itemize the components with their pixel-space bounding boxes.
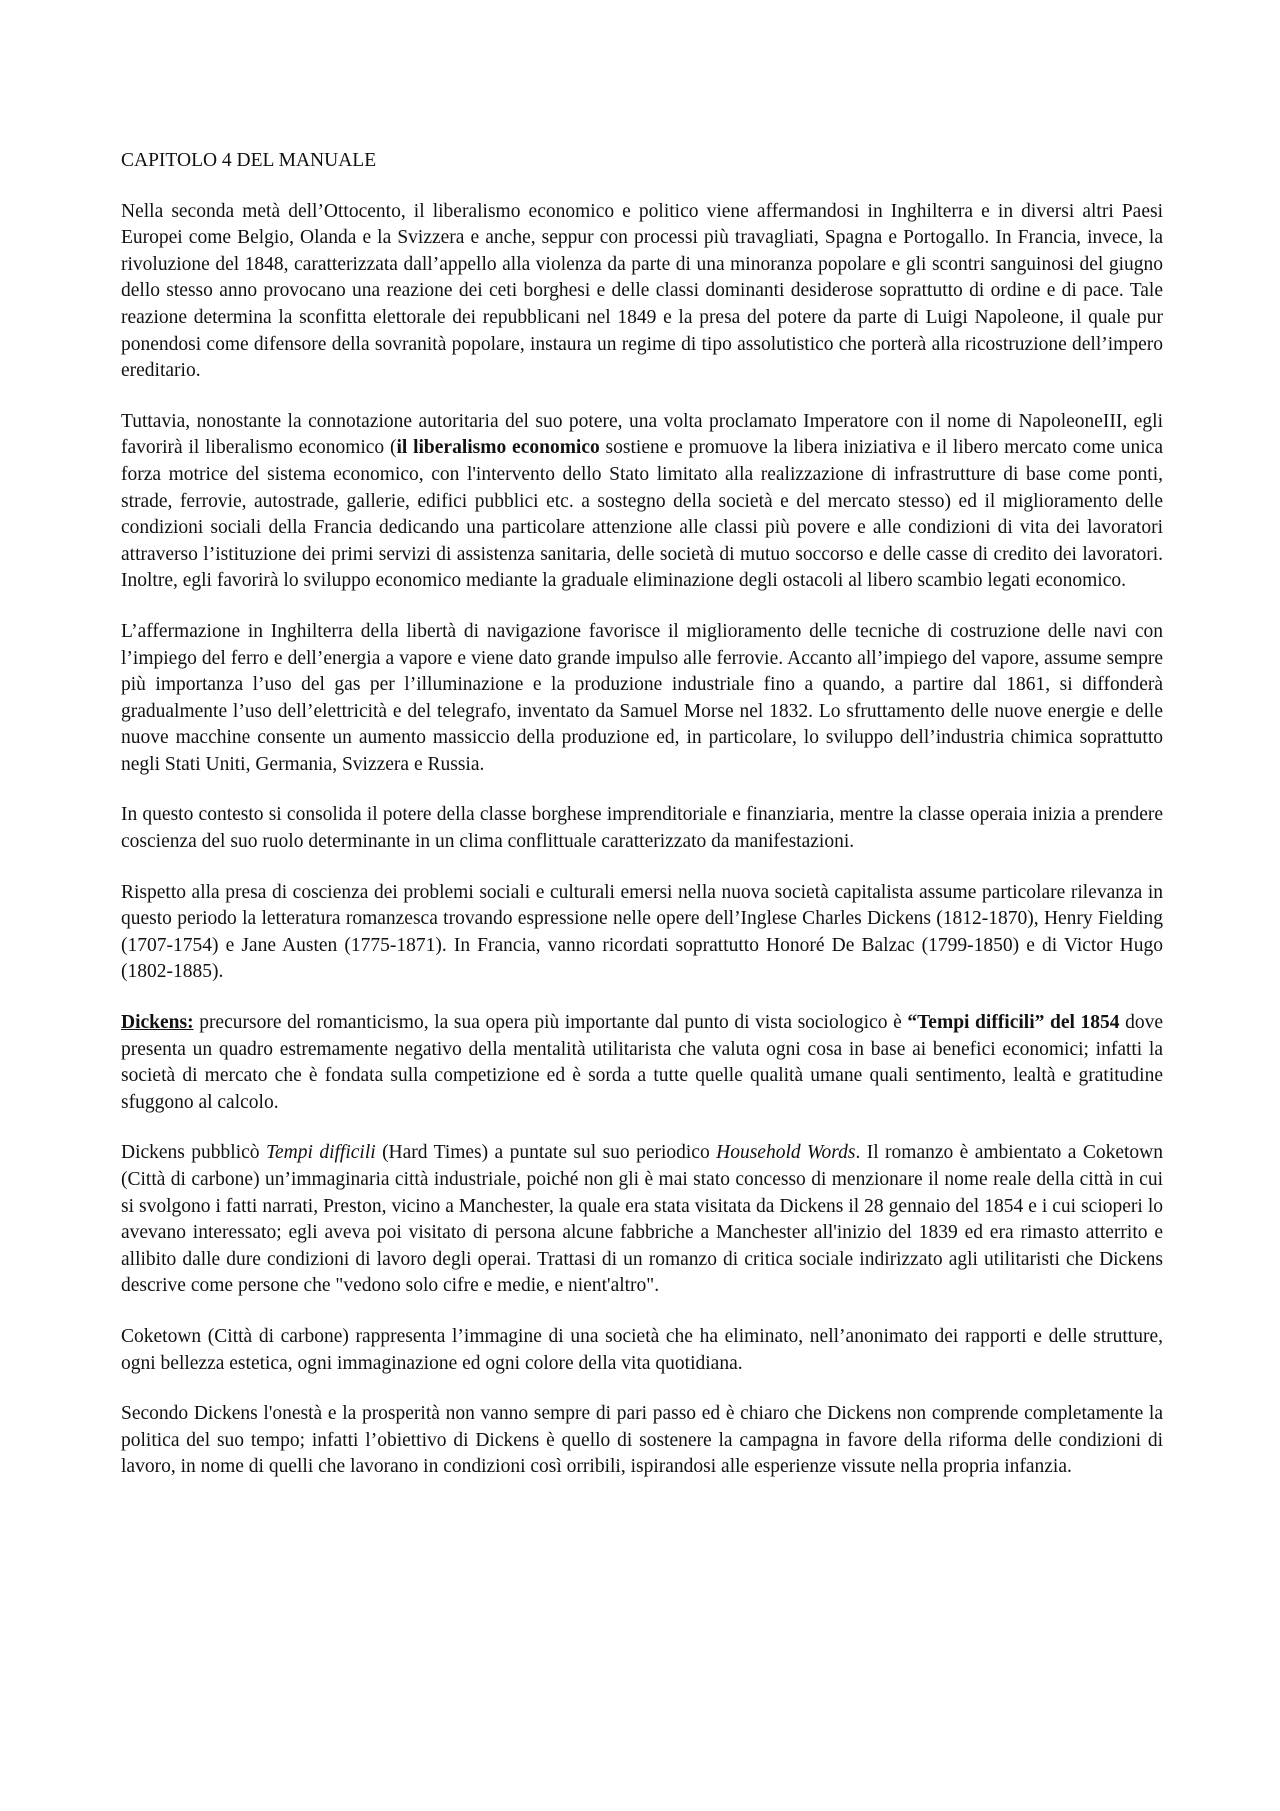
paragraph-2	[121, 409, 1163, 595]
text-run: L’affermazione in Inghilterra della libertà di navigazione favorisce il miglioramento delle tecniche di costruzione delle navi con l’impiego del ferro e dell’energia a vapore e viene dato grande impulso alle ferrovie. Accanto all’impiego del vapore, assume sempre più importanza l’uso del gas per l’illuminazione e la produzione industriale fino a quando, a partire dal 1861, si diffonderà gradualmente l’uso dell’elettricità e del telegrafo, inventato da Samuel Morse nel 1832. Lo sfruttamento delle nuove energie e delle nuove macchine consente un aumento massiccio della produzione ed, in particolare, lo sviluppo dell’industria chimica soprattutto negli Stati Uniti, Germania, Svizzera e Russia.	[121, 620, 1163, 775]
paragraph-3	[121, 619, 1163, 779]
text-run: Nella seconda metà dell’Ottocento, il liberalismo economico e politico viene affermandosi in Inghilterra e in diversi altri Paesi Europei come Belgio, Olanda e la Svizzera e anche, seppur con processi più travagliati, Spagna e Portogallo. In Francia, invece, la rivoluzione del 1848, caratterizzata dall’appello alla violenza da parte di una minoranza popolare e gli scontri sanguinosi del giugno dello stesso anno provocano una reazione dei ceti borghesi e delle classi dominanti desiderose soprattutto di ordine e di pace. Tale reazione determina la sconfitta elettorale dei repubblicani nel 1849 e la presa del potere da parte di Luigi Napoleone, il quale pur ponendosi come difensore della sovranità popolare, instaura un regime di tipo assolutistico che porterà alla ricostruzione dell’impero ereditario.	[121, 200, 1163, 382]
paragraph-9	[121, 1401, 1163, 1481]
text-run: Tuttavia, nonostante la connotazione autoritaria del suo potere, una volta proclamato Imperatore con il nome di NapoleoneIII, egli favorirà il liberalismo economico (	[121, 410, 1163, 459]
text-run: Secondo Dickens l'onestà e la prosperità non vanno sempre di pari passo ed è chiaro che Dickens non comprende completamente la politica del suo tempo; infatti l’obiettivo di Dickens è quello di sostenere la campagna in favore della riforma delle condizioni di lavoro, in nome di quelli che lavorano in condizioni così orribili, ispirandosi alle esperienze vissute nella propria infanzia.	[121, 1403, 1163, 1478]
paragraph-4	[121, 802, 1163, 855]
text-run: (Hard Times) a puntate sul suo periodico	[375, 1142, 717, 1164]
text-run: Rispetto alla presa di coscienza dei problemi sociali e culturali emersi nella nuova società capitalista assume particolare rilevanza in questo periodo la letteratura romanzesca trovando espressione nelle opere dell’Inglese Charles Dickens (1812-1870), Henry Fielding (1707-1754) e Jane Austen (1775-1871). In Francia, vanno ricordati soprattutto Honoré De Balzac (1799-1850) e di Victor Hugo (1802-1885).	[121, 881, 1163, 983]
document-page	[121, 148, 1163, 1505]
document-body	[121, 199, 1163, 1481]
text-run: precursore del romanticismo, la sua opera più importante dal punto di vista sociologico è	[193, 1012, 908, 1034]
text-run: Household Words	[716, 1142, 856, 1164]
text-run: dove presenta un quadro estremamente negativo della mentalità utilitarista che valuta ogni cosa in base ai benefici economici; infatti la società di mercato che è fondata sulla competizione ed è sorda a tutte quelle qualità umane quali sentimento, lealtà e gratitudine sfuggono al calcolo.	[121, 1012, 1164, 1113]
text-run: . Il romanzo è ambientato a Coketown (Città di carbone) un’immaginaria città industriale, poiché non gli è mai stato concesso di menzionare il nome reale della città in cui si svolgono i fatti narrati, Preston, vicino a Manchester, la quale era stata visitata da Dickens il 28 gennaio del 1854 e i cui scioperi lo avevano interessato; egli aveva poi visitato di persona alcune fabbriche a Manchester all'inizio del 1839 ed era rimasto atterrito e allibito dalle dure condizioni di lavoro degli operai. Trattasi di un romanzo di critica sociale indirizzato agli utilitaristi che Dickens descrive come persone che "vedono solo cifre e medie, e nient'altro".	[121, 1142, 1163, 1297]
text-run: il liberalismo economico	[396, 437, 600, 459]
paragraph-8	[121, 1324, 1163, 1377]
text-run: Coketown (Città di carbone) rappresenta l’immagine di una società che ha eliminato, nell’anonimato dei rapporti e delle strutture, ogni bellezza estetica, ogni immaginazione ed ogni colore della vita quotidiana.	[121, 1325, 1163, 1374]
text-run: Tempi difficili	[265, 1142, 376, 1164]
text-run: In questo contesto si consolida il potere della classe borghese imprenditoriale e finanziaria, mentre la classe operaia inizia a prendere coscienza del suo ruolo determinante in un clima conflittuale caratterizzato da manifestazioni.	[121, 804, 1163, 853]
paragraph-6	[121, 1010, 1163, 1116]
paragraph-5	[121, 880, 1163, 986]
paragraph-7	[121, 1140, 1163, 1300]
chapter-title: CAPITOLO 4 DEL MANUALE	[121, 150, 377, 171]
text-run: sostiene e promuove la libera iniziativa e il libero mercato come unica forza motrice del sistema economico, con l'intervento dello Stato limitato alla realizzazione di infrastrutture di base come ponti, strade, ferrovie, autostrade, gallerie, edifici pubblici etc. a sostegno della società e del mercato stesso) ed il miglioramento delle condizioni sociali della Francia dedicando una particolare attenzione alle classi più povere e alle condizioni di vita dei lavoratori attraverso l’istituzione dei primi servizi di assistenza sanitaria, delle società di mutuo soccorso e delle casse di credito dei lavoratori. Inoltre, egli favorirà lo sviluppo economico mediante la graduale eliminazione degli ostacoli al libero scambio legati economico.	[121, 437, 1163, 592]
text-run: Dickens pubblicò	[121, 1142, 266, 1164]
text-run: “Tempi difficili” del 1854	[907, 1012, 1120, 1034]
paragraph-1	[121, 199, 1163, 385]
text-run: Dickens:	[121, 1012, 194, 1034]
